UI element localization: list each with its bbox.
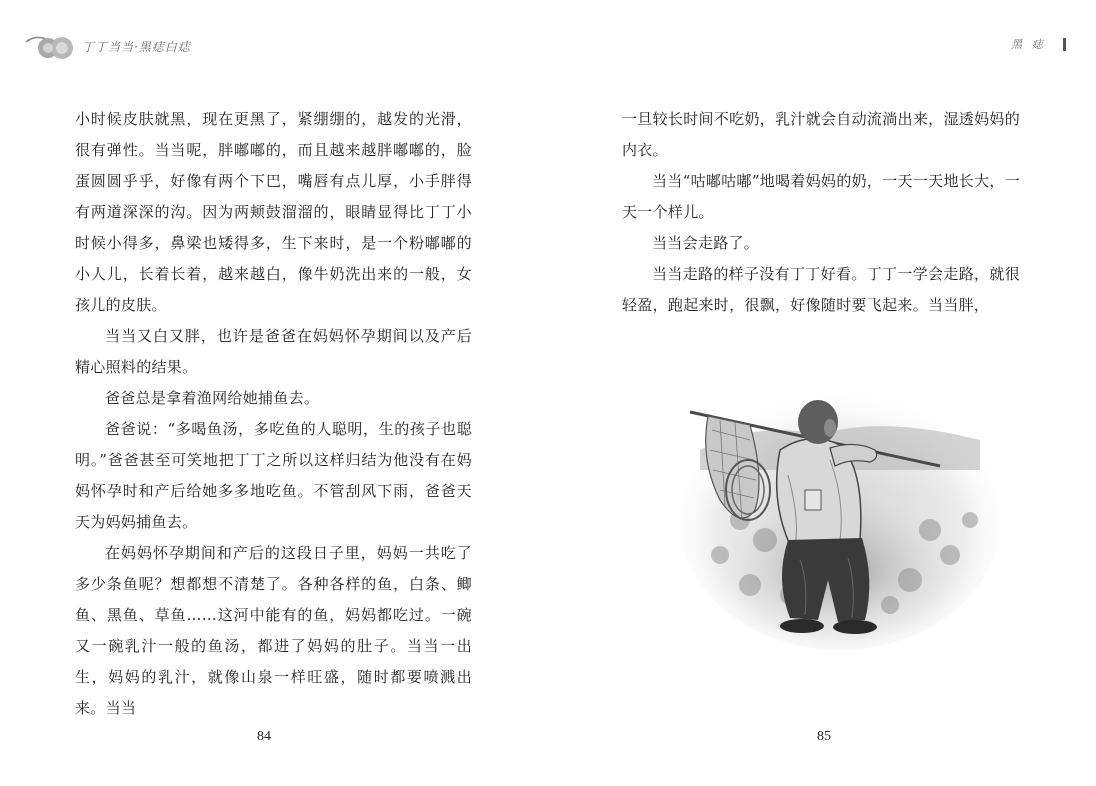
right-page-text bbox=[622, 104, 1020, 321]
header-bar-mark bbox=[1063, 38, 1066, 51]
paragraph: 当当会走路了。 bbox=[652, 234, 760, 252]
paragraph: 一旦较长时间不吃奶，乳汁就会自动流淌出来，湿透妈妈的内衣。 bbox=[622, 110, 1020, 159]
paragraph: 在妈妈怀孕期间和产后的这段日子里，妈妈一共吃了多少条鱼呢？想都想不清楚了。各种各样的鱼，白条、鲫鱼、黑鱼、草鱼……这河中能有的鱼，妈妈都吃过。一碗又一碗乳汁一般的鱼汤，都进了妈妈的肚子。当当一出生，妈妈的乳汁，就像山泉一样旺盛，随时都要喷溅出来。当当 bbox=[75, 544, 472, 717]
left-page-number: 84 bbox=[257, 729, 271, 744]
book-title: 黑痣 bbox=[1011, 38, 1053, 51]
paragraph: 小时候皮肤就黑，现在更黑了，紧绷绷的，越发的光滑，很有弹性。当当呢，胖嘟嘟的，而且越来越胖嘟嘟的，脸蛋圆圆乎乎，好像有两个下巴，嘴唇有点儿厚，小手胖得有两道深深的沟。因为两颊鼓溜溜的，眼睛显得比丁丁小时候小得多，鼻梁也矮得多，生下来时，是一个粉嘟嘟的小人儿，长着长着，越来越白，像牛奶洗出来的一般，女孩儿的皮肤。 bbox=[75, 110, 472, 314]
right-page-number: 85 bbox=[817, 729, 831, 744]
paragraph: 当当走路的样子没有丁丁好看。丁丁一学会走路，就很轻盈，跑起来时，很飘，好像随时要飞起来。当当胖， bbox=[622, 265, 1020, 314]
paragraph: 爸爸说：“多喝鱼汤，多吃鱼的人聪明，生的孩子也聪明。”爸爸甚至可笑地把丁丁之所以这样归结为他没有在妈妈怀孕时和产后给她多多地吃鱼。不管刮风下雨，爸爸天天为妈妈捕鱼去。 bbox=[75, 420, 472, 531]
gourd-logo-icon bbox=[22, 28, 78, 62]
paragraph: 当当又白又胖，也许是爸爸在妈妈怀孕期间以及产后精心照料的结果。 bbox=[75, 327, 472, 376]
series-title: 丁丁当当·黑痣白痣 bbox=[82, 39, 191, 54]
left-page-text bbox=[75, 104, 472, 724]
father-with-fishing-net-illustration bbox=[680, 380, 1000, 650]
book-header bbox=[1011, 38, 1066, 51]
paragraph: 爸爸总是拿着渔网给她捕鱼去。 bbox=[105, 389, 320, 407]
series-header bbox=[22, 28, 191, 62]
paragraph: 当当“咕嘟咕嘟”地喝着妈妈的奶，一天一天地长大，一天一个样儿。 bbox=[622, 172, 1020, 221]
